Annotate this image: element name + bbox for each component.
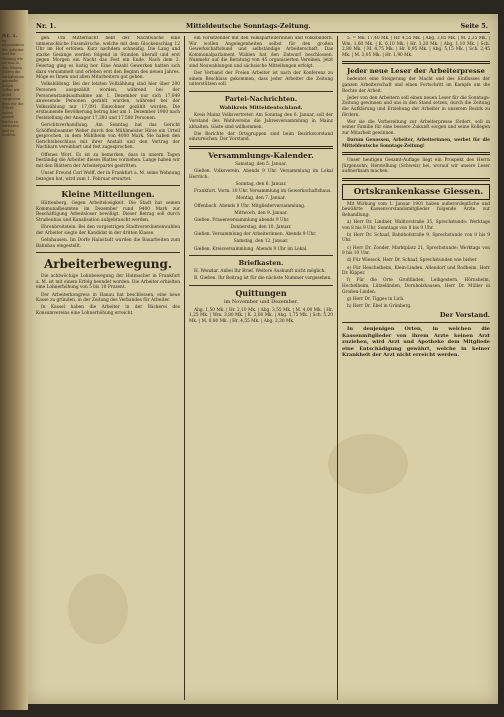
kalender-entry: Gießen. Frauenversammlung abends 9 Uhr. <box>194 217 290 223</box>
kalender-date: Samstag, den 5. Januar. <box>235 162 287 167</box>
partei-subheading: Wahlkreis Mitteldeutschland. <box>219 104 303 111</box>
column-right <box>342 36 490 700</box>
leser-paragraph: Wer sie die Vorbereitung zur Arbeiterpresse fördert, soll in seiner Familie für eine bessere Zukunft sorgen und seine Kollegen zur Mitarbeit gewinnen. <box>342 119 490 136</box>
partei-heading: Partei-Nachrichten. <box>224 94 298 103</box>
kasse-signature: Der Vorstand. <box>439 311 490 320</box>
leser-paragraph: Jeder von den Arbeitern soll einen neuen Leser für die Sonntags-Zeitung gewinnen und uns in den Stand setzen, durch die Zeitung die Aufklärung und Erziehung der Arbeiter in unserem Bezirk zu fördern. <box>342 95 490 118</box>
kasse-paragraph: f) Für die Orte Großlinden, Leihgestern, Hörnsheim, Hochelheim, Lützellinden, Dornholzhausen, Herr Dr. Müller in Großen-Linden. <box>342 278 490 295</box>
quittungen-heading: Quittungen <box>235 288 287 299</box>
col1-paragraph: Unser Freund Carl Wolff, der in Frankfurt a. M. seine Wohnung bezogen hat, wird zum 1. Februar erwartet. <box>36 171 180 182</box>
column-middle <box>189 36 333 700</box>
partei-paragraph: Kreis Mainz Volksvertreter. Am Sonntag den 6. Januar, soll der Vorstand des Wahlvereins die Jahresversammlung in Mainz abhalten. Gäste sind willkommen. <box>189 113 333 130</box>
kalender-entry: Gießen. Versammlung der Arbeiterinnen. Abends 9 Uhr. <box>194 232 317 238</box>
col3-list: 5. = Mk. 17,40 Mk. | Hr. 4,55 Mk. | Abg. 3,85 Mk. | M. 2,35 Mk. | Wm. 1,60 Mk. | K. 6,10 Mk. | Hr. 3,20 Mk. | Abg. 1,10 Mk. | Sch. 2,80 Mk. | M. 4,75 Mk. | Hr. 0,95 Mk. | Abg. 5,15 Mk. | Sch. 2,45 Mk. | M. 3,05 Mk. | Hr. 1,90 Mk. <box>342 36 490 58</box>
briefkasten-heading: Briefkasten. <box>238 259 284 268</box>
page-header <box>36 20 490 33</box>
page-number: Seite 5. <box>460 22 488 30</box>
col1-paragraph: Offenes Wort. Es ist zu bemerken, dass in unsern Tagen beständig die Arbeiter dieses Blattes vorziehen. Lange haben wir mit den Blättern der Arbeiterpartei gestritten. <box>36 152 180 169</box>
column-divider <box>184 36 185 700</box>
kasse-paragraph: Mit Wirkung vom 1. Januar 1901 haben außerordentliche und bewährte Kassenvorstandsmitglieder folgende Ärzte zur Behandlung: <box>342 201 490 218</box>
spine-body: im allgemeinen der Arbeiter und der Zeitung wie sie uns in den letzten Jahren die Verhältnisse gebracht haben sollen wir nicht vergessen dass wir die Pflicht haben unsere Sache zu vertreten und zu fördern. <box>2 38 24 137</box>
kleine-heading: Kleine Mitteilungen. <box>61 189 155 200</box>
col1-paragraph: gen. Um Mitternacht hebt der Nachtwache eine unmenschliche Fussmärsche, welche mit dem Glockenschlag 12 Uhr im Hof ertönen. Kurz nachdem schneidig. Die Lang und starke Gesänge werden folgend in Stunden überall und erst gegen Morgen ein Nacht das Fest ein Ende. Nach dem 2. Feiertag ging es lustig her. Eine Anzahl Gewerken hatten sich dazu versammelt und erleben erst den Beginn des neuen Jahres. Möge es Ihnen und allen Mitarbeitern gut gehen. <box>36 36 180 81</box>
arbeiter-heading: Arbeiterbewegung. <box>43 257 173 272</box>
arbeiter-paragraph: Der Arbeiterkongress in Hanau hat beschlossen, eine neue Kasse zu gründen, in der Zeitung des Verbandes für Arbeiter. <box>36 292 180 304</box>
arbeiter-paragraph: In Kassel haben die Arbeiter in der Bäckerei des Konsumvereins eine Lohnerhöhung erreicht. <box>36 305 180 316</box>
kalender-date: Samstag, den 12. Januar. <box>233 239 289 245</box>
arbeiter-paragraph: Die achtwöchige Lohnbewegung der Hutmacher in Frankfurt a. M. ist mit einem Erfolg beendet worden. Die Arbeiter erhielten eine Lohnerhöhung von 5 bis 10 Prozent. <box>36 274 180 291</box>
kasse-paragraph: d) Für Wieseck, Herr Dr. Schaaf, Sprechstunden wie bisher. <box>347 258 478 264</box>
kasse-paragraph: b) Herr Dr. Schaaf, Bahnhofstraße 9, Sprechstunde von 8 bis 9 Uhr. <box>342 232 490 244</box>
column-left <box>36 36 180 700</box>
adjacent-page-text <box>2 34 24 674</box>
kalender-date: Donnerstag, den 10. Januar. <box>230 225 292 231</box>
kalender-entry: Gießen. Volksverein. Abends 9 Uhr. Versammlung im Lokal Herrlich. <box>189 169 333 180</box>
newspaper-title: Mitteldeutsche Sonntags-Zeitung. <box>186 22 311 30</box>
col1-paragraph: Volksbildung. Bei der letzten Vollzählung sind hier über 200 Personen ausgezählt worden, während bei der Personenstandsaufnahme am 1. Dezember nur sich 17,049 anwesende Personen gezählt wurden, während bei der Volkszählung nur 17,091 Einwohner gezählt wurden. Die erstaunende Bevölkerung betrug hier am 1. Dezember 1900 nach Feststellung der Ansager 17,393 und 17,580 Personen. <box>36 82 180 121</box>
kalender-entry: Frankfurt. Vorm. 10 Uhr. Versammlung im Gewerkschaftshaus. <box>194 189 332 195</box>
kasse-paragraph: h) Herr Dr. Ebel in Grünberg. <box>347 303 412 309</box>
partei-paragraph: Die Berichte der Ortsgruppen sind beim Bezirksvorstand einzureichen. Der Vorstand. <box>189 131 333 143</box>
kasse-notice: In denjenigen Orten, in welchen die Kassenmitglieder von ihrem Arzte keinen Arzt zuziehen, wird Arzt und Apotheke dem Mitgliede eine Entschädigung gewährt, welche in keiner Krankheit der Arzt nicht erreicht werden. <box>342 326 490 359</box>
kasse-paragraph: a) Herr Dr. Lindner, Walltorstraße 35, Sprechstunde: Werktags von 8 bis 9 Uhr, Sonntags von 8 bis 9 Uhr. <box>342 220 490 231</box>
kalender-heading: Versammlungs-Kalender. <box>208 151 314 160</box>
kleine-paragraph: Gelnhausen. Im Dorfe Hainstadt wurden die Bauarbeiten zum Bahnbau eingestellt. <box>36 237 180 249</box>
spine-label: Nr. 1. <box>2 34 18 39</box>
issue-number: Nr. 1. <box>36 22 57 30</box>
kalender-date: Sonntag, den 6. Januar. <box>235 181 287 187</box>
col2-paragraph: ein Vorsitzender mit den Volksparteilerinnen und Volksbildern. Wir wollen Angelegenheiten selbst für den großen Gewerkschaftsbund und selbständige Arbeiterschaft. Das Kommunalparlament Wahlen hat den Entwurf beschlossen. Nunmehr auf die Beratung von 45 organisierten Vereinen, jetzt sind Neuwahlungen und sächsische Mitteilungen erfolgt. <box>189 36 333 69</box>
ortskrankenkasse-heading: Ortskrankenkasse Giessen. <box>342 184 490 200</box>
leser-closing: Darum Genossen, Arbeiter, Arbeiterinnen, werbet für die Mitteldeutsche Sonntags-Zeitung! <box>342 138 490 149</box>
adjacent-page-spine <box>0 10 28 710</box>
kasse-paragraph: e) Für Heuchelheim, Klein-Linden, Allendorf und Rodheim, Herr Dr. Kipper. <box>342 265 490 277</box>
kleine-paragraph: Hüttenberg. Gegen Arbeitslosigkeit. Die Stadt hat seinen Kommunalbeamten im Dezember rund 9400 Mark zur Beschäftigung Arbeitsloser bewilligt. Dieser Betrag soll durch Straßenbau und Kanalisation aufgebraucht werden. <box>36 201 180 223</box>
briefkasten-paragraph: B. Gießen. Ihr Beitrag ist für die nächste Nummer vorgesehen. <box>194 276 332 282</box>
leser-heading: Jeder neue Leser der Arbeiterpresse <box>347 67 485 76</box>
quittungen-subheading: im November und Dezember. <box>223 299 299 306</box>
kalender-date: Montag, den 7. Januar. <box>236 196 286 202</box>
col2-paragraph: Der Verband der Freien Arbeiter ist nach der Konferenz zu einem Beschluss gekommen, dass jeder Arbeiter die Zeitung unterstützen soll. <box>189 71 333 88</box>
beilage-note: Unser heutigen Gesamt-Auflage liegt ein Prospekt des Herrn Jürgensohn, Herstellung (Schweiz) bei, worauf wir unsere Leser aufmerksam machen. <box>342 158 490 175</box>
leser-paragraph: bedeutet eine Steigerung der Macht und des Einflusses der ganzen Arbeiterschaft und einen Fortschritt im Kampfe um die Rechte der Arbeit. <box>342 77 490 94</box>
kasse-paragraph: g) Herr Dr. Tigges in Lich. <box>347 296 405 302</box>
column-divider <box>337 36 338 700</box>
kalender-entry: Offenbach. Abends 8 Uhr. Mitgliederversammlung. <box>194 203 306 209</box>
kalender-date: Mittwoch, den 9. Januar. <box>234 210 288 216</box>
kleine-paragraph: Ehrenbreitstein. Bei den vorgestrigen Stadtverordnetenwahlen der Arbeiter siegte der Kandidat in der dritten Klasse. <box>36 225 180 236</box>
col1-paragraph: Gerichtsverhandlung. Am Sonntag hat das Gericht Schöffenbeamter Weber durch den Mühlmeister Hirse ein Urteil gesprochen, in dem Mühlheim von 4000 Mark. Sie haben den Gerichtsbeschluss mit ihrer Anstalt und den Vertrag der Nachbarn vereinbart und fest zugesprochen. <box>36 123 180 151</box>
newspaper-page <box>28 14 498 704</box>
kasse-paragraph: c) Herr Dr. Zonder, Marktplatz 21, Sprechstunde: Werktags von 9 bis 10 Uhr. <box>342 245 490 257</box>
briefkasten-paragraph: H. Wenzlar. Anbei Ihr Brief. Weitere Auskunft nicht möglich. <box>194 269 326 275</box>
kalender-entry: Gießen. Kreisversammlung. Abends 9 Uhr im Lokal. <box>194 246 308 252</box>
quittungen-list: Abg. 1,50 Mk. | Hr. 2,10 Mk. | Abg. 3,55 Mk. | M. 4,00 Mk. | Hr. 1,25 Mk. | Wm. 3,80 Mk. | K. 2,00 Mk. | Abg. 1,75 Mk. | Sch. 5,20 Mk. | M. 0,80 Mk. | Hr. 4,55 Mk. | Abg. 2,30 Mk. <box>189 307 333 324</box>
